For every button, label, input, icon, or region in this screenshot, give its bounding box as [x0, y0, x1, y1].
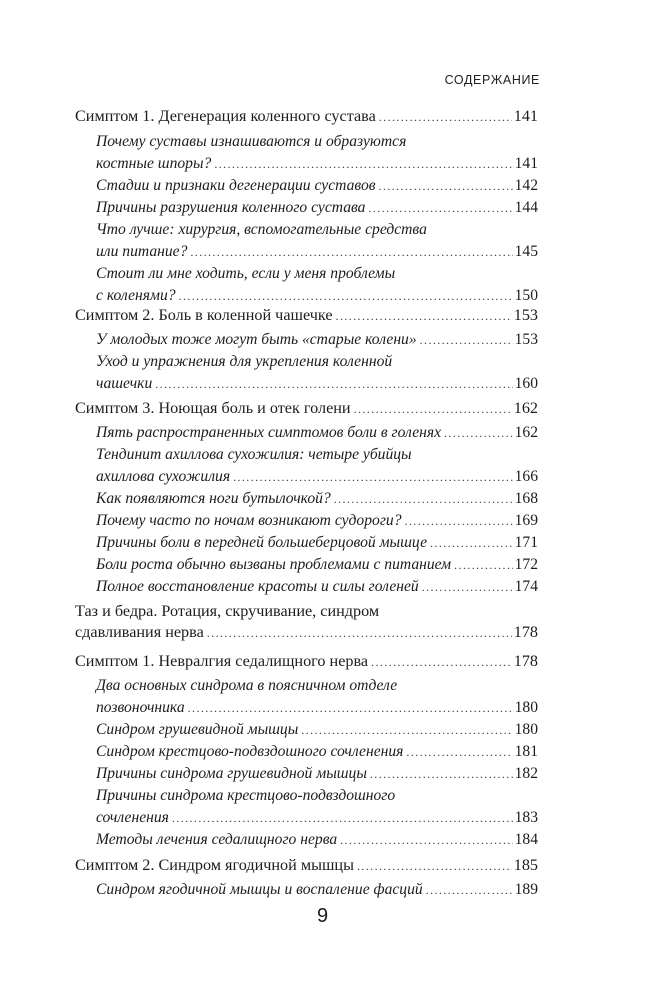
toc-subentry-young-old-knees[interactable] [96, 328, 538, 352]
toc-subentry-tibialis-pain[interactable] [96, 531, 538, 555]
toc-entry-title: Уход и упражнения для укрепления коленной [96, 353, 393, 370]
toc-entry-title: Методы лечения седалищного нерва [96, 831, 338, 848]
toc-subentry-surgery-or-nutrition[interactable] [96, 218, 538, 242]
dot-leader [340, 828, 512, 852]
toc-page-number: 178 [513, 623, 538, 641]
dot-leader [379, 105, 512, 129]
toc-entry-gluteal-syndrome[interactable] [75, 853, 538, 877]
toc-entry-kneecap-pain[interactable] [75, 303, 538, 327]
toc-page-number: 189 [514, 881, 538, 898]
toc-page-number: 144 [514, 199, 538, 216]
toc-page-number: 185 [513, 856, 538, 874]
dot-leader [301, 718, 512, 742]
toc-subentry-two-lumbar-syndromes[interactable] [96, 674, 538, 698]
toc-entry-title: Боли роста обычно вызваны проблемами с питанием [96, 556, 452, 573]
toc-subentry-sacroiliac-causes[interactable] [96, 784, 538, 808]
toc-subentry-bottle-legs[interactable] [96, 487, 538, 511]
toc-subentry-degeneration-stages[interactable] [96, 174, 538, 198]
toc-subentry-knee-destruction-causes[interactable] [96, 196, 538, 220]
dot-leader [155, 372, 512, 396]
dot-leader [370, 762, 513, 786]
toc-page-number: 166 [514, 468, 538, 485]
toc-entry-title: Синдром грушевидной мышцы [96, 721, 299, 738]
toc-subentry-night-cramps[interactable] [96, 509, 538, 533]
toc-entry-title: Как появляются ноги бутылочкой? [96, 490, 331, 507]
toc-entry-title: Почему часто по ночам возникают судороги? [96, 512, 402, 529]
toc-subentry-shin-recovery[interactable] [96, 575, 538, 599]
toc-entry-title: Тендинит ахиллова сухожилия: четыре убийцы [96, 446, 412, 463]
toc-entry-title: Симптом 2. Боль в коленной чашечке [75, 306, 333, 324]
dot-leader [207, 621, 512, 645]
toc-entry-title: Симптом 2. Синдром ягодичной мышцы [75, 856, 354, 874]
toc-entry-title: позвоночника [96, 699, 185, 716]
dot-leader [368, 196, 512, 220]
toc-entry-shin-pain[interactable] [75, 396, 538, 420]
dot-leader [379, 174, 513, 198]
dot-leader [371, 650, 512, 674]
dot-leader [188, 696, 513, 720]
toc-entry-title: сдавливания нерва [75, 623, 204, 641]
toc-page-number: 141 [514, 155, 538, 172]
toc-page-number: 162 [513, 399, 538, 417]
toc-page-number: 182 [514, 765, 538, 782]
toc-subentry-piriformis-syndrome[interactable] [96, 718, 538, 742]
toc-subentry-joint-wear-cont[interactable] [96, 152, 538, 176]
toc-subentry-sciatic-treatment[interactable] [96, 828, 538, 852]
toc-entry-title: Симптом 1. Дегенерация коленного сустава [75, 107, 376, 125]
dot-leader [405, 509, 513, 533]
toc-page-number: 178 [513, 652, 538, 670]
dot-leader [233, 465, 513, 489]
toc-entry-title: Стоит ли мне ходить, если у меня проблемы [96, 265, 396, 282]
toc-page-number: 171 [514, 534, 538, 551]
toc-subentry-sacroiliac-causes-cont[interactable] [96, 806, 538, 830]
running-head: СОДЕРЖАНИЕ [444, 73, 540, 87]
toc-entry-pelvis-hips-cont[interactable] [75, 620, 538, 644]
dot-leader [430, 531, 513, 555]
toc-subentry-five-shin-symptoms[interactable] [96, 421, 538, 445]
toc-page-number: 160 [514, 375, 538, 392]
toc-entry-title: Симптом 3. Ноющая боль и отек голени [75, 399, 351, 417]
toc-entry-title: У молодых тоже могут быть «старые колени» [96, 331, 417, 348]
toc-page-number: 162 [514, 424, 538, 441]
toc-page-number: 145 [514, 243, 538, 260]
toc-entry-title: Стадии и признаки дегенерации суставов [96, 177, 376, 194]
dot-leader [336, 304, 512, 328]
toc-entry-title: или питание? [96, 243, 188, 260]
toc-subentry-achilles-tendinitis-cont[interactable] [96, 465, 538, 489]
dot-leader [334, 487, 513, 511]
page-number: 9 [316, 905, 329, 927]
toc-subentry-two-lumbar-syndromes-cont[interactable] [96, 696, 538, 720]
dot-leader [454, 553, 512, 577]
toc-entry-title: Полное восстановление красоты и силы голеней [96, 578, 419, 595]
dot-leader [406, 740, 512, 764]
toc-page-number: 150 [514, 287, 538, 304]
toc-subentry-sacroiliac-syndrome[interactable] [96, 740, 538, 764]
toc-entry-title: чашечки [96, 375, 153, 392]
toc-page-number: 141 [513, 107, 538, 125]
toc-entry-title: Причины разрушения коленного сустава [96, 199, 366, 216]
toc-entry-sciatic-neuralgia[interactable] [75, 649, 538, 673]
toc-page-number: 142 [514, 177, 538, 194]
toc-entry-title: Симптом 1. Невралгия седалищного нерва [75, 652, 369, 670]
toc-page-number: 180 [514, 699, 538, 716]
toc-entry-title: Два основных синдрома в поясничном отделе [96, 677, 398, 694]
dot-leader [426, 878, 513, 902]
dot-leader [357, 854, 512, 878]
toc-subentry-kneecap-exercises-cont[interactable] [96, 372, 538, 396]
toc-entry-title: ахиллова сухожилия [96, 468, 231, 485]
dot-leader [214, 152, 512, 176]
toc-entry-title: Причины боли в передней большеберцовой мышце [96, 534, 428, 551]
dot-leader [444, 421, 513, 445]
toc-subentry-achilles-tendinitis[interactable] [96, 443, 538, 467]
toc-subentry-growing-pains[interactable] [96, 553, 538, 577]
toc-entry-title: Причины синдрома крестцово-подвздошного [96, 787, 396, 804]
toc-entry-title: Пять распространенных симптомов боли в голенях [96, 424, 442, 441]
toc-page-number: 153 [513, 306, 538, 324]
dot-leader [354, 397, 512, 421]
toc-page-number: 168 [514, 490, 538, 507]
toc-entry-title: с коленями? [96, 287, 176, 304]
toc-subentry-piriformis-causes[interactable] [96, 762, 538, 786]
toc-entry-title: Что лучше: хирургия, вспомогательные средства [96, 221, 427, 238]
toc-subentry-joint-wear[interactable] [96, 130, 538, 154]
toc-entry-title: Синдром крестцово-подвздошного сочленения [96, 743, 404, 760]
toc-entry-title: Почему суставы изнашиваются и образуются [96, 133, 407, 150]
toc-page-number: 169 [514, 512, 538, 529]
toc-page-number: 183 [514, 809, 538, 826]
toc-page-number: 174 [514, 578, 538, 595]
toc-entry-title: Синдром ягодичной мышцы и воспаление фасций [96, 881, 423, 898]
dot-leader [190, 240, 512, 264]
toc-page-number: 153 [514, 331, 538, 348]
toc-page-number: 172 [514, 556, 538, 573]
toc-entry-title: Причины синдрома грушевидной мышцы [96, 765, 367, 782]
toc-page-number: 181 [514, 743, 538, 760]
toc-entry-title: Таз и бедра. Ротация, скручивание, синдром [75, 602, 380, 620]
dot-leader [420, 328, 513, 352]
toc-subentry-gluteal-fasciitis[interactable] [96, 878, 538, 902]
toc-subentry-should-i-walk[interactable] [96, 262, 538, 286]
toc-entry-title: костные шпоры? [96, 155, 212, 172]
dot-leader [172, 806, 513, 830]
toc-page-number: 184 [514, 831, 538, 848]
toc-subentry-surgery-or-nutrition-cont[interactable] [96, 240, 538, 264]
toc-page-number: 180 [514, 721, 538, 738]
toc-entry-knee-degeneration[interactable] [75, 104, 538, 128]
dot-leader [422, 575, 513, 599]
toc-subentry-kneecap-exercises[interactable] [96, 350, 538, 374]
toc-entry-title: сочленения [96, 809, 169, 826]
